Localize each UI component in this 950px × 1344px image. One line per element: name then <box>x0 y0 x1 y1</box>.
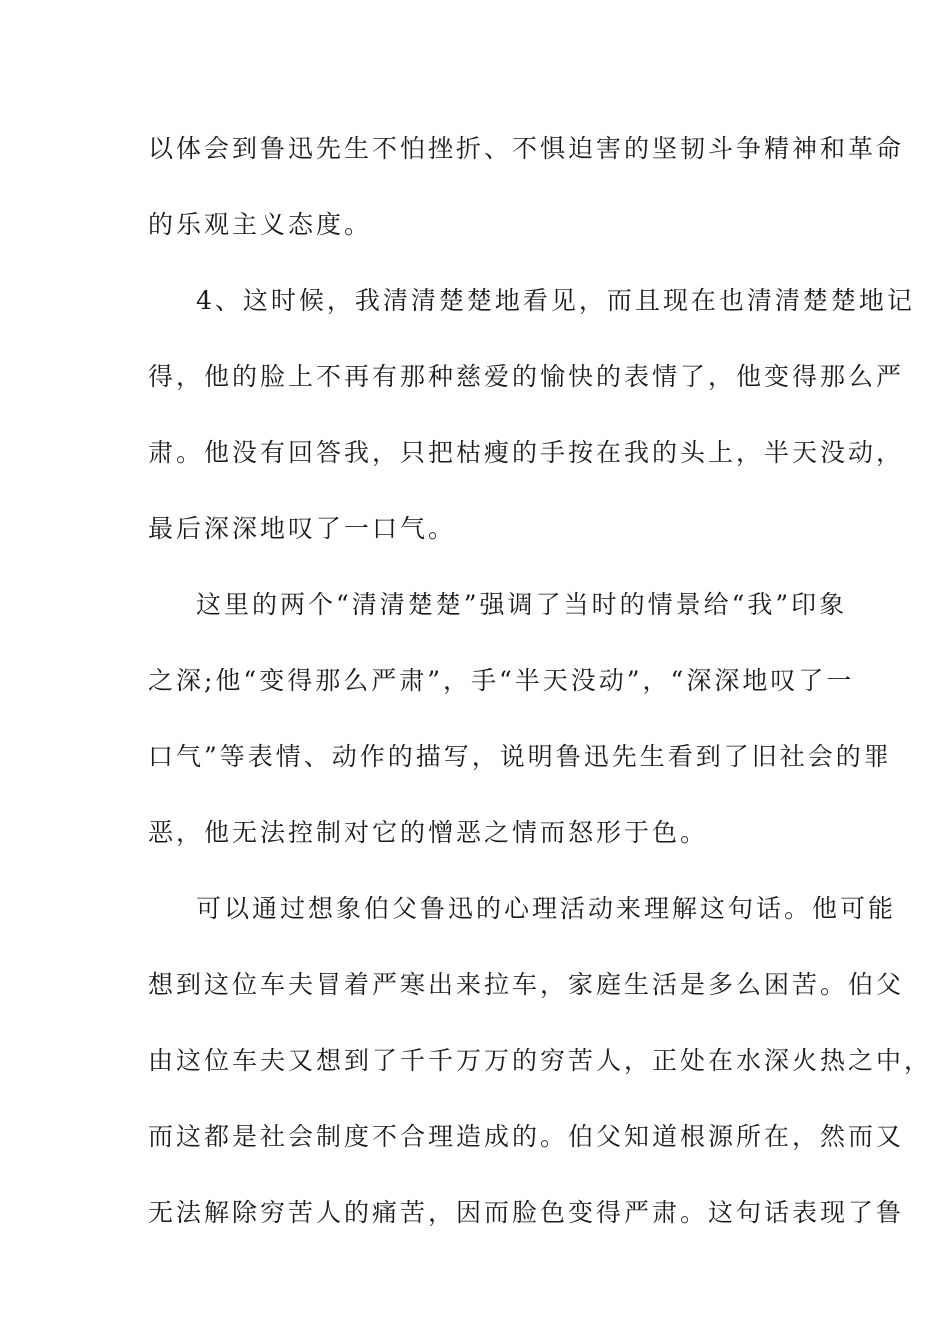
text-line: 肃。他没有回答我，只把枯瘦的手按在我的头上，半天没动， <box>148 438 905 467</box>
text-line: 以体会到鲁迅先生不怕挫折、不惧迫害的坚韧斗争精神和革命 <box>148 134 905 163</box>
paragraph-start-line: 这里的两个“清清楚楚”强调了当时的情景给“我”印象 <box>196 590 848 619</box>
paragraph-start-line: 4、这时候，我清清楚楚地看见，而且现在也清清楚楚地记 <box>196 286 915 315</box>
text-line: 最后深深地叹了一口气。 <box>148 514 457 543</box>
text-line: 得，他的脸上不再有那种慈爱的愉快的表情了，他变得那么严 <box>148 362 905 391</box>
text-line: 由这位车夫又想到了千千万万的穷苦人，正处在水深火热之中， <box>148 1046 933 1075</box>
text-line: 而这都是社会制度不合理造成的。伯父知道根源所在，然而又 <box>148 1122 905 1151</box>
text-line: 口气”等表情、动作的描写，说明鲁迅先生看到了旧社会的罪 <box>148 742 892 771</box>
text-line: 恶，他无法控制对它的憎恶之情而怒形于色。 <box>148 818 709 847</box>
paragraph-start-line: 可以通过想象伯父鲁迅的心理活动来理解这句话。他可能 <box>196 894 897 923</box>
text-line: 之深;他“变得那么严肃”，手“半天没动”，“深深地叹了一 <box>148 666 855 695</box>
text-line: 想到这位车夫冒着严寒出来拉车，家庭生活是多么困苦。伯父 <box>148 970 905 999</box>
text-line: 的乐观主义态度。 <box>148 210 373 239</box>
text-line: 无法解除穷苦人的痛苦，因而脸色变得严肃。这句话表现了鲁 <box>148 1198 905 1227</box>
